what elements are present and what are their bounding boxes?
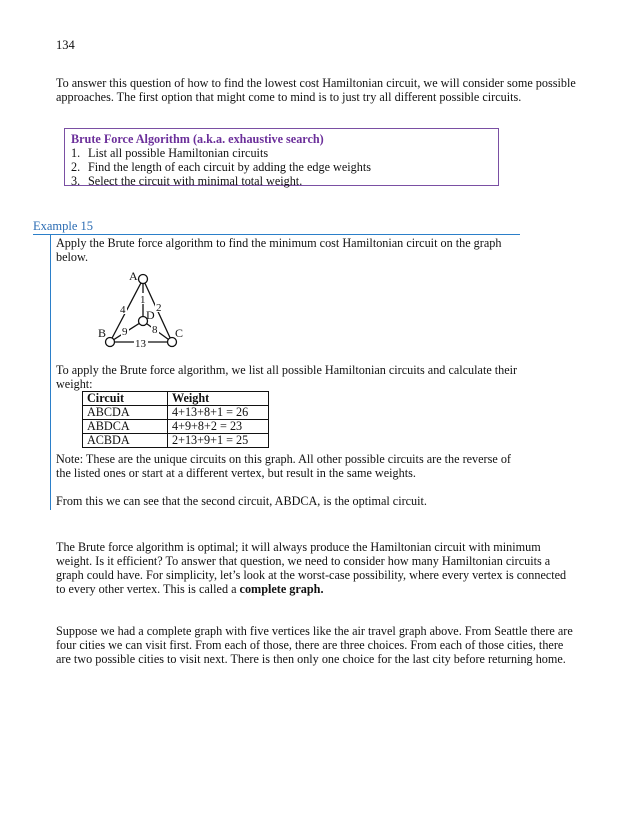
table-header-row bbox=[83, 392, 269, 406]
example-apply-text: To apply the Brute force algorithm, we list all possible Hamiltonian circuits and calculate their weight: bbox=[56, 363, 518, 391]
step-number: 1. bbox=[71, 146, 81, 160]
example-side-bar bbox=[50, 235, 51, 510]
vertex-label-d: D bbox=[146, 308, 155, 322]
step-number: 3. bbox=[71, 174, 81, 188]
efficiency-text: The Brute force algorithm is optimal; it will always produce the Hamiltonian circuit with minimum weight. Is it efficient? To answer that question, we need to consider how many Hamiltonian circuits a graph could have. For simplicity, let’s look at the worst-case possibility, where every vertex is connected to every other vertex. This is called a bbox=[56, 540, 567, 596]
column-header-circuit: Circuit bbox=[83, 392, 168, 406]
example-label: Example 15 bbox=[33, 219, 94, 233]
edge-weight-bd: 9 bbox=[122, 326, 128, 338]
table-row bbox=[83, 406, 269, 420]
column-header-weight: Weight bbox=[168, 392, 269, 406]
algorithm-box bbox=[64, 128, 499, 186]
algorithm-step bbox=[71, 146, 498, 160]
edge-weight-ad: 1 bbox=[140, 294, 146, 306]
complete-graph-term: complete graph. bbox=[239, 582, 324, 596]
algorithm-steps bbox=[71, 146, 498, 188]
vertex-b bbox=[106, 338, 115, 347]
edge-weight-ab: 4 bbox=[120, 304, 126, 316]
circuit-cell: ABCDA bbox=[83, 406, 168, 420]
circuits-table bbox=[82, 391, 269, 448]
step-number: 2. bbox=[71, 160, 81, 174]
step-text: List all possible Hamiltonian circuits bbox=[88, 146, 269, 160]
efficiency-paragraph bbox=[56, 540, 576, 596]
graph-vertices bbox=[106, 275, 177, 347]
example-note: Note: These are the unique circuits on this graph. All other possible circuits are the reverse of the listed ones or start at a different vertex, but result in the same weights. bbox=[56, 452, 511, 480]
weight-cell: 4+13+8+1 = 26 bbox=[168, 406, 269, 420]
intro-paragraph bbox=[56, 76, 576, 104]
example-conclusion: From this we can see that the second circuit, ABDCA, is the optimal circuit. bbox=[56, 494, 427, 508]
table-row bbox=[83, 420, 269, 434]
vertex-label-c: C bbox=[175, 326, 184, 340]
page-number: 134 bbox=[56, 38, 75, 52]
intro-text: To answer this question of how to find the lowest cost Hamiltonian circuit, we will consider some possible approaches. The first option that might come to mind is to just try all different possible circuits. bbox=[56, 76, 576, 104]
table-row bbox=[83, 434, 269, 448]
step-text: Select the circuit with minimal total weight. bbox=[88, 174, 303, 188]
edge-weight-cd: 8 bbox=[152, 324, 158, 336]
example-prompt: Apply the Brute force algorithm to find the minimum cost Hamiltonian circuit on the graph below. bbox=[56, 236, 502, 264]
weight-cell: 2+13+9+1 = 25 bbox=[168, 434, 269, 448]
weighted-graph-diagram bbox=[90, 265, 200, 355]
edge-weight-ac: 2 bbox=[156, 302, 162, 314]
edge-weight-bc: 13 bbox=[135, 338, 146, 350]
circuit-cell: ACBDA bbox=[83, 434, 168, 448]
example-divider bbox=[33, 234, 520, 235]
algorithm-title: Brute Force Algorithm (a.k.a. exhaustive search) bbox=[71, 132, 324, 146]
algorithm-step bbox=[71, 174, 498, 188]
vertex-label-a: A bbox=[129, 269, 138, 283]
step-text: Find the length of each circuit by adding the edge weights bbox=[88, 160, 371, 174]
vertex-a bbox=[139, 275, 148, 284]
vertex-label-b: B bbox=[98, 326, 107, 340]
circuit-cell: ABDCA bbox=[83, 420, 168, 434]
weight-cell: 4+9+8+2 = 23 bbox=[168, 420, 269, 434]
complete-graph-paragraph: Suppose we had a complete graph with five vertices like the air travel graph above. From Seattle there are four cities we can visit first. From each of those, there are three choices. From each of those cities, there are two possible cities to visit next. There is then only one choice for the last city before returning home. bbox=[56, 624, 573, 666]
algorithm-step bbox=[71, 160, 498, 174]
